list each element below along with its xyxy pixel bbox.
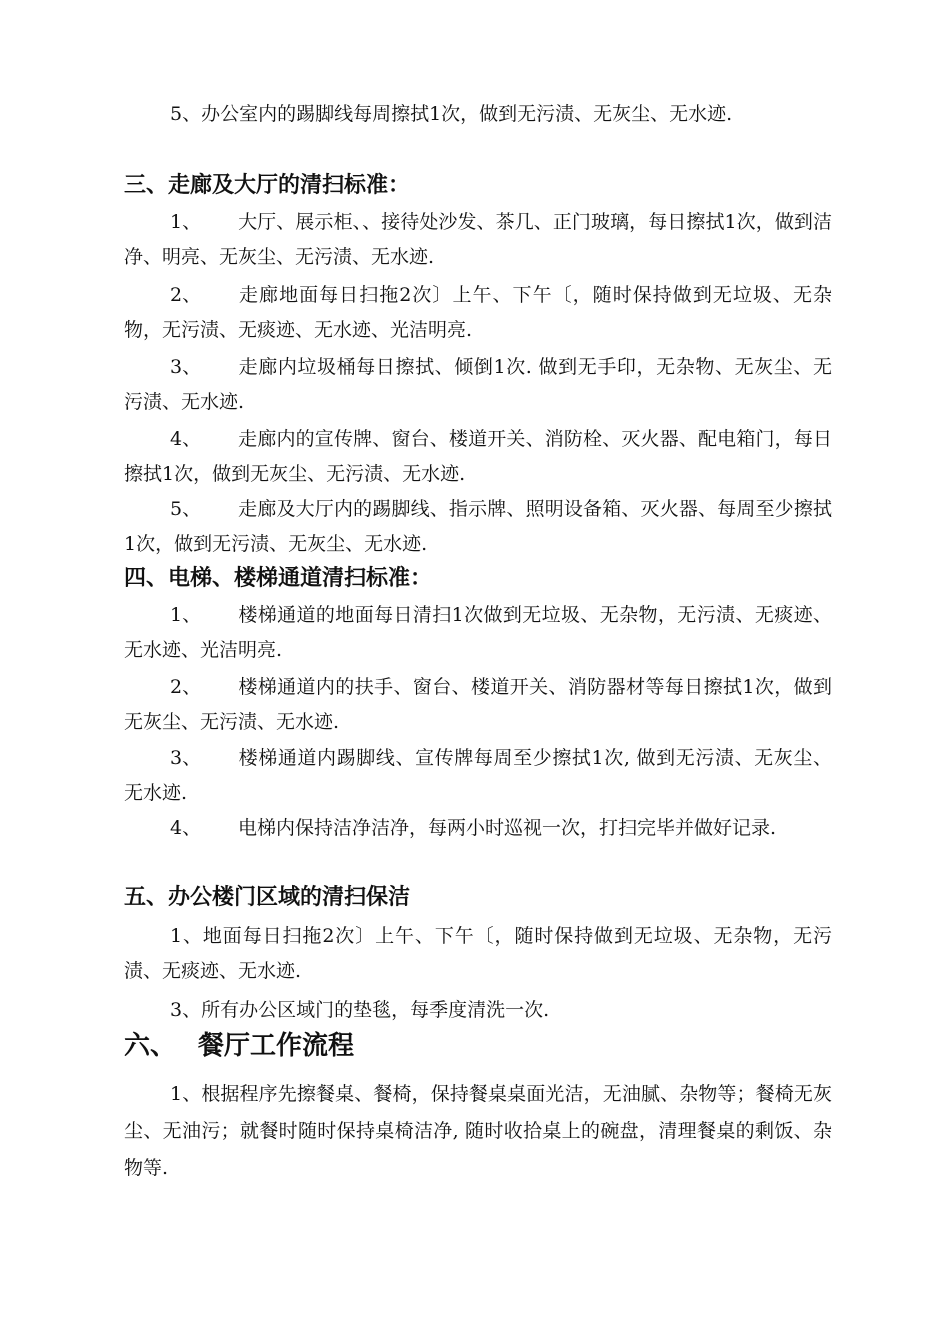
item-number: 3、 — [170, 356, 202, 378]
item-text: 楼梯通道内踢脚线、宣传牌每周至少擦拭1次, 做到无污渍、无灰尘、无水迹. — [124, 747, 832, 804]
section-5-item-1: 1、地面每日扫拖2次〕上午、下午〔，随时保持做到无垃圾、无杂物，无污渍、无痰迹、无水迹. — [124, 925, 832, 982]
section-heading-3: 三、走廊及大厅的清扫标准： — [124, 172, 411, 198]
item-number: 1、 — [170, 604, 202, 626]
item-number: 3、 — [170, 747, 202, 769]
item-text: 楼梯通道内的扶手、窗台、楼道开关、消防器材等每日擦拭1次，做到无灰尘、无污渍、无水迹. — [124, 676, 832, 733]
section-4-item-3 — [124, 741, 832, 811]
item-text: 走廊内垃圾桶每日擦拭、倾倒1次. 做到无手印，无杂物、无灰尘、无污渍、无水迹. — [124, 356, 832, 413]
section-5-item-3: 3、所有办公区域门的垫毯，每季度清洗一次. — [170, 999, 550, 1021]
heading-number: 六、 — [124, 1031, 177, 1061]
section-6-item-1: 1、根据程序先擦餐桌、餐椅，保持餐桌桌面光洁，无油腻、杂物等；餐椅无灰尘、无油污；就餐时随时保持桌椅洁净, 随时收拾桌上的碗盘，清理餐桌的剩饭、杂物等. — [124, 1083, 832, 1179]
item-text: 走廊内的宣传牌、窗台、楼道开关、消防栓、灭火器、配电箱门，每日擦拭1次，做到无灰尘、无污渍、无水迹. — [124, 428, 832, 485]
section-4-item-2 — [124, 670, 832, 740]
item-text: 楼梯通道的地面每日清扫1次做到无垃圾、无杂物，无污渍、无痰迹、无水迹、光洁明亮. — [124, 604, 832, 661]
section-heading-5: 五、办公楼门区域的清扫保洁 — [124, 884, 411, 910]
item-number: 4、 — [170, 428, 202, 450]
item-number: 4、 — [170, 817, 202, 839]
item-text: 走廊地面每日扫拖2次〕上午、下午〔，随时保持做到无垃圾、无杂物，无污渍、无痰迹、无水迹、光洁明亮. — [124, 284, 832, 341]
item-number: 2、 — [170, 284, 202, 306]
section-4-item-4 — [124, 811, 832, 846]
section-heading-4: 四、电梯、楼梯通道清扫标准： — [124, 565, 433, 591]
section-3-item-4 — [124, 422, 832, 492]
heading-text: 餐厅工作流程 — [198, 1031, 355, 1061]
item-number: 2、 — [170, 676, 202, 698]
item-number: 1、 — [170, 211, 202, 233]
section-3-item-3 — [124, 350, 832, 420]
paragraph-office-item-5: 5、办公室内的踢脚线每周擦拭1次，做到无污渍、无灰尘、无水迹. — [170, 103, 733, 125]
item-text: 走廊及大厅内的踢脚线、指示牌、照明设备箱、灭火器、每周至少擦拭1次，做到无污渍、无灰尘、无水迹. — [124, 498, 832, 555]
item-number: 5、 — [170, 498, 202, 520]
section-3-item-5 — [124, 492, 832, 562]
section-heading-6 — [124, 1028, 832, 1064]
section-3-item-1 — [124, 205, 832, 275]
section-3-item-2 — [124, 278, 832, 348]
section-4-item-1 — [124, 598, 832, 668]
item-text: 大厅、展示柜、、接待处沙发、茶几、正门玻璃，每日擦拭1次，做到洁净、明亮、无灰尘、无污渍、无水迹. — [124, 211, 832, 268]
item-text: 电梯内保持洁净洁净，每两小时巡视一次，打扫完毕并做好记录. — [238, 817, 777, 839]
